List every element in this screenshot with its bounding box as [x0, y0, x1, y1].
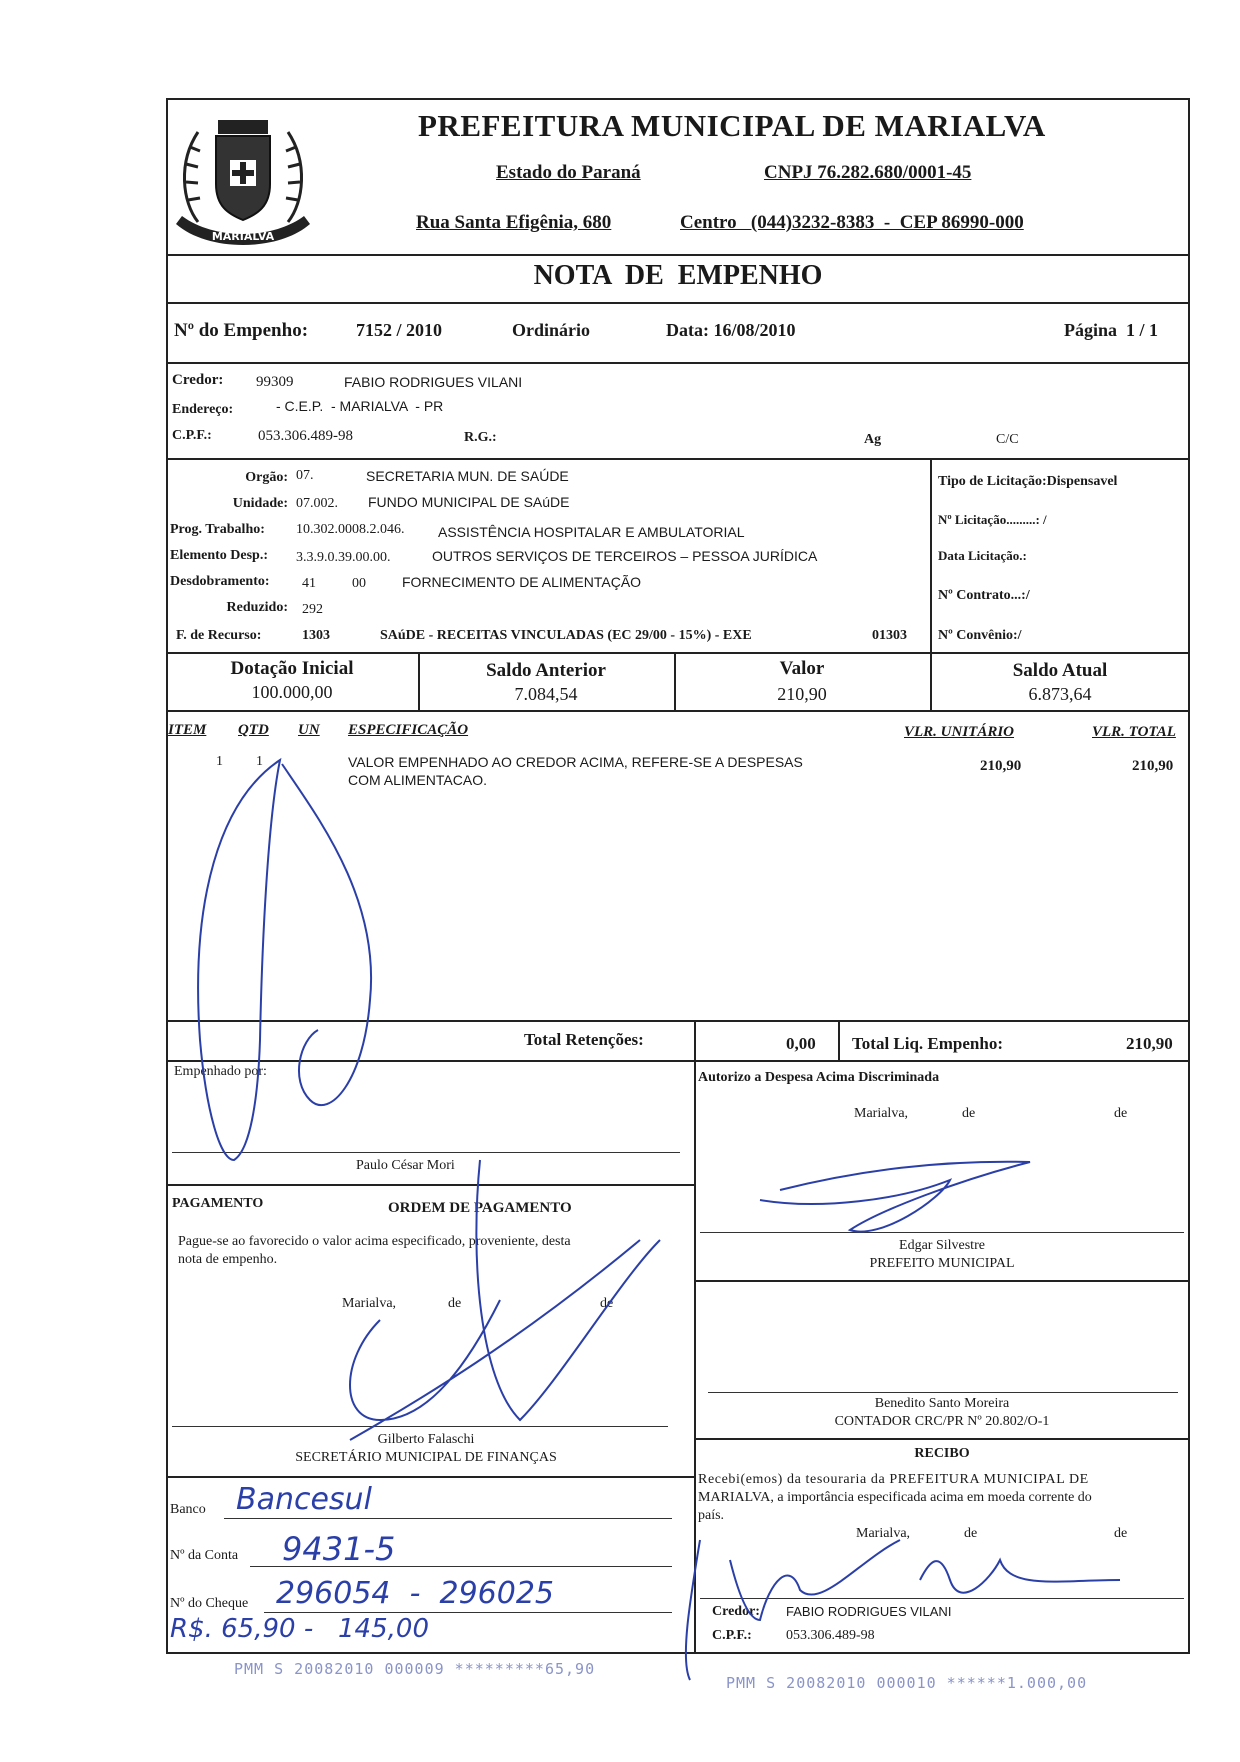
credor-address: - C.E.P. - MARIALVA - PR [276, 398, 444, 414]
credor-cpf: 053.306.489-98 [258, 428, 353, 444]
saldo-atual-label: Saldo Atual [1012, 660, 1108, 681]
recurso-name: SAúDE - RECEITAS VINCULADAS (EC 29/00 - 15%) - EXE [380, 628, 752, 643]
autorizo-de-2: de [1114, 1106, 1128, 1121]
unidade-code: 07.002. [296, 496, 338, 511]
valor-value: 210,90 [777, 684, 827, 704]
cc-label: C/C [996, 432, 1019, 447]
recibo-de-1: de [964, 1526, 978, 1541]
convenio-numero: Nº Convênio:/ [938, 628, 1022, 643]
empenho-number-label: Nº do Empenho: [174, 320, 309, 341]
secretario-name: Gilberto Falaschi [377, 1432, 475, 1447]
credor-signature [730, 1540, 1120, 1620]
ordem-pagamento-label: ORDEM DE PAGAMENTO [388, 1200, 572, 1216]
ag-label: Ag [864, 432, 882, 447]
recibo-credor-name: FABIO RODRIGUES VILANI [786, 1604, 952, 1619]
col-un: UN [298, 722, 320, 738]
item-number: 1 [216, 754, 223, 769]
item-spec-line1: VALOR EMPENHADO AO CREDOR ACIMA, REFERE-SE A DESPESAS [348, 754, 803, 770]
unidade-label: Unidade: [232, 496, 288, 511]
prefeito-role: PREFEITO MUNICIPAL [869, 1256, 1015, 1271]
crest-text: MARIALVA [211, 230, 275, 243]
banco-label: Banco [170, 1502, 206, 1517]
elemento-label: Elemento Desp.: [170, 548, 268, 563]
recurso-label: F. de Recurso: [176, 628, 262, 643]
saldo-atual-value: 6.873,64 [1028, 684, 1092, 704]
bank-stamp-left: PMM S 20082010 000009 *********65,90 [234, 1660, 596, 1678]
autorizo-marialva: Marialva, [854, 1106, 909, 1121]
item-total-value: 210,90 [1132, 758, 1174, 774]
credor-code: 99309 [256, 374, 294, 390]
orgao-label: Orgão: [245, 470, 288, 485]
cheque-value: 296054 - 296025 [276, 1576, 555, 1611]
empenho-date: Data: 16/08/2010 [666, 320, 796, 340]
pagamento-label: PAGAMENTO [172, 1196, 264, 1211]
licitacao-tipo: Tipo de Licitação:Dispensavel [938, 474, 1118, 489]
conta-value: 9431-5 [282, 1530, 396, 1568]
col-unit: VLR. UNITÁRIO [904, 724, 1015, 740]
empenho-signature-loop-2 [282, 764, 371, 1105]
unidade-name: FUNDO MUNICIPAL DE SAúDE [368, 494, 570, 510]
pague-text-2: nota de empenho. [178, 1252, 278, 1267]
doc-title: NOTA DE EMPENHO [533, 260, 823, 291]
contact-label: Centro (044)3232-8383 - CEP 86990-000 [680, 212, 1024, 233]
licitacao-numero: Nº Licitação.........: / [938, 512, 1047, 527]
recibo-de-2: de [1114, 1526, 1128, 1541]
prog-code: 10.302.0008.2.046. [296, 522, 405, 537]
contrato-numero: Nº Contrato...:/ [938, 588, 1030, 603]
recibo-marialva: Marialva, [856, 1526, 911, 1541]
recibo-title: RECIBO [914, 1446, 970, 1461]
page-title: PREFEITURA MUNICIPAL DE MARIALVA [418, 108, 1046, 143]
state-label: Estado do Paraná [496, 162, 641, 183]
contador-role: CONTADOR CRC/PR Nº 20.802/O-1 [834, 1414, 1050, 1429]
cheque-amounts: R$. 65,90 - 145,00 [170, 1614, 429, 1644]
orgao-code: 07. [296, 468, 314, 483]
recibo-cpf: 053.306.489-98 [786, 1628, 875, 1643]
banco-value: Bancesul [236, 1482, 372, 1517]
address-label: Rua Santa Efigênia, 680 [416, 212, 612, 233]
credor-signature-loop [686, 1540, 700, 1680]
recibo-cpf-label: C.P.F.: [712, 1628, 752, 1643]
pagamento-signature [350, 1160, 660, 1440]
contador-name: Benedito Santo Moreira [874, 1396, 1010, 1411]
recurso-code2: 01303 [872, 628, 907, 643]
dotacao-label: Dotação Inicial [230, 658, 354, 679]
col-item: ITEM [168, 722, 207, 738]
elemento-name: OUTROS SERVIÇOS DE TERCEIROS – PESSOA JURÍDICA [432, 548, 818, 564]
recibo-credor-label: Credor: [712, 1604, 760, 1619]
reduzido-label: Reduzido: [226, 600, 288, 615]
desdobramento-a: 41 [302, 576, 316, 591]
secretario-role: SECRETÁRIO MUNICIPAL DE FINANÇAS [295, 1450, 557, 1465]
address-field-label: Endereço: [172, 402, 234, 417]
prog-name: ASSISTÊNCIA HOSPITALAR E AMBULATORIAL [438, 524, 745, 540]
desdobramento-label: Desdobramento: [170, 574, 270, 589]
cnpj-label: CNPJ 76.282.680/0001-45 [764, 162, 972, 183]
recibo-text-1: Recebi(emos) da tesouraria da PREFEITURA MUNICIPAL DE [698, 1472, 1089, 1487]
autorizo-label: Autorizo a Despesa Acima Discriminada [698, 1070, 940, 1085]
reduzido-value: 292 [302, 602, 323, 617]
dotacao-value: 100.000,00 [251, 682, 333, 702]
autorizo-de-1: de [962, 1106, 976, 1121]
elemento-code: 3.3.9.0.39.00.00. [296, 550, 391, 565]
recibo-text-2: MARIALVA, a importância especificada acima em moeda corrente do [698, 1490, 1092, 1505]
total-liq-label: Total Liq. Empenho: [852, 1034, 1003, 1053]
credor-label: Credor: [172, 372, 224, 388]
page-number: Página 1 / 1 [1064, 320, 1159, 340]
col-qtd: QTD [238, 722, 269, 738]
saldo-anterior-label: Saldo Anterior [486, 660, 606, 681]
total-liq-value: 210,90 [1126, 1034, 1173, 1053]
retencoes-value: 0,00 [786, 1034, 816, 1053]
item-qtd: 1 [256, 754, 263, 769]
pague-text-1: Pague-se ao favorecido o valor acima especificado, proveniente, desta [178, 1234, 571, 1249]
recurso-code: 1303 [302, 628, 330, 643]
pagamento-de-2: de [600, 1296, 614, 1311]
bank-stamp-right: PMM S 20082010 000010 ******1.000,00 [726, 1674, 1088, 1692]
empenho-type: Ordinário [512, 320, 591, 340]
cpf-label: C.P.F.: [172, 428, 212, 443]
item-unit-value: 210,90 [980, 758, 1022, 774]
empenhado-name: Paulo César Mori [356, 1158, 455, 1173]
rg-label: R.G.: [464, 430, 497, 445]
empenho-signature-loop [198, 760, 280, 1160]
retencoes-label: Total Retenções: [524, 1030, 644, 1049]
prefeito-signature [760, 1162, 1030, 1232]
valor-label: Valor [779, 658, 825, 679]
credor-name: FABIO RODRIGUES VILANI [344, 374, 523, 390]
recibo-text-3: país. [698, 1508, 725, 1523]
empenhado-label: Empenhado por: [174, 1064, 267, 1079]
prog-label: Prog. Trabalho: [170, 522, 265, 537]
desdobramento-b: 00 [352, 576, 366, 591]
pagamento-de-1: de [448, 1296, 462, 1311]
col-spec: ESPECIFICAÇÃO [348, 722, 469, 738]
desdobramento-name: FORNECIMENTO DE ALIMENTAÇÃO [402, 574, 642, 590]
item-spec-line2: COM ALIMENTACAO. [348, 772, 487, 788]
pagamento-marialva: Marialva, [342, 1296, 397, 1311]
col-total: VLR. TOTAL [1092, 724, 1176, 740]
cheque-label: Nº do Cheque [170, 1596, 249, 1611]
saldo-anterior-value: 7.084,54 [514, 684, 578, 704]
prefeito-name: Edgar Silvestre [899, 1238, 985, 1253]
licitacao-data: Data Licitação.: [938, 548, 1027, 563]
empenho-number: 7152 / 2010 [356, 320, 443, 340]
conta-label: Nº da Conta [170, 1548, 239, 1563]
orgao-name: SECRETARIA MUN. DE SAÚDE [366, 468, 569, 484]
